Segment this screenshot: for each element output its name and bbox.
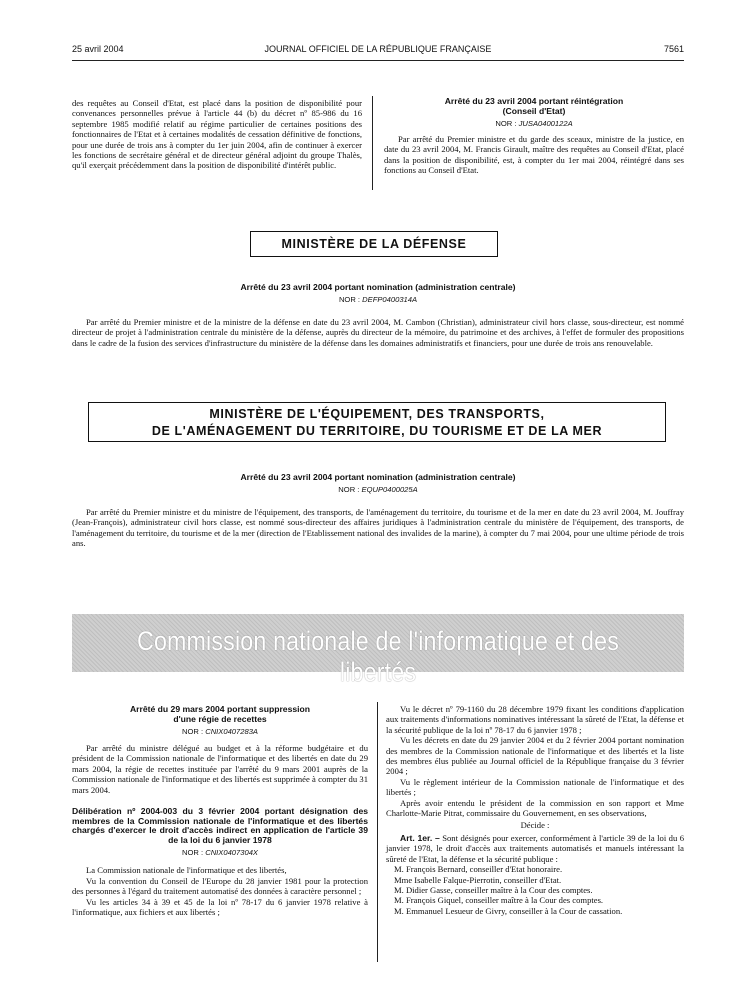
- header-title: JOURNAL OFFICIEL DE LA RÉPUBLIQUE FRANÇAISE: [264, 44, 492, 54]
- nor-code: CNIX0407283A: [205, 727, 258, 736]
- nor-label: NOR :: [181, 848, 204, 858]
- deliberation-paragraph: Vu la convention du Conseil de l'Europe du 28 janvier 1981 pour la protection des personnes à l'égard du traitement automatisé des données à caractère personnel ;: [72, 875, 368, 897]
- ministry-name-line: MINISTÈRE DE L'ÉQUIPEMENT, DES TRANSPORTS,: [209, 407, 545, 421]
- column-divider: [377, 702, 378, 962]
- nor-code: CNIX0407304X: [205, 848, 258, 858]
- nor-code: EQUP0400025A: [361, 485, 418, 494]
- nor-code: JUSA0400122A: [518, 119, 573, 128]
- top-right-column: [384, 96, 684, 176]
- arrete-title-line: (Conseil d'Etat): [502, 106, 566, 116]
- member-list: [386, 864, 684, 916]
- nor-reference: [72, 727, 368, 736]
- top-left-column: [72, 98, 362, 171]
- deliberation-body: [72, 865, 368, 917]
- nor-reference: [72, 848, 368, 857]
- arrete-title: [384, 96, 684, 116]
- deliberation-paragraph: Vu les décrets en date du 29 janvier 2004 et du 2 février 2004 portant nomination des membres de la Commission nationale de l'informatique et des libertés et la liste des membres élus publiée au Journal officiel de la République française du 3 février 2004 ;: [386, 735, 684, 777]
- arrete-text: Par arrêté du ministre délégué au budget et à la réforme budgétaire et du président de la Commission nationale de l'informatique et des libertés en date du 29 mars 2004, la régie de recettes instituée par l'arrêté du 9 mars 2001 auprès de la Commission nationale de l'informatique et des libertés est supprimée à compter du 31 mars 2004.: [72, 743, 368, 795]
- ministry-heading-defense: [250, 231, 498, 257]
- ministry-name-line: DE L'AMÉNAGEMENT DU TERRITOIRE, DU TOURISME ET DE LA MER: [151, 424, 603, 438]
- nor-label: NOR :: [181, 727, 204, 736]
- nor-reference: [72, 295, 684, 304]
- deliberation-paragraph: Vu les articles 34 à 39 et 45 de la loi nº 78-17 du 6 janvier 1978 relative à l'informatique, aux fichiers et aux libertés ;: [72, 896, 368, 918]
- defense-section: [72, 282, 684, 348]
- arrete-title-line: d'une régie de recettes: [173, 714, 267, 724]
- arrete-title-line: Arrêté du 29 mars 2004 portant suppression: [129, 704, 311, 714]
- deliberation-paragraph: Après avoir entendu le président de la commission en son rapport et Mme Charlotte-Marie Pitrat, commissaire du Gouvernement, en ses observations,: [386, 797, 684, 819]
- nor-reference: [384, 119, 684, 128]
- list-item: M. François Bernard, conseiller d'Etat honoraire.: [394, 864, 563, 875]
- arrete-title: Arrêté du 23 avril 2004 portant nomination (administration centrale): [240, 282, 516, 292]
- equipement-section: [72, 472, 684, 549]
- header-date: 25 avril 2004: [72, 44, 124, 54]
- column-divider: [372, 96, 373, 190]
- header-page-number: 7561: [663, 44, 684, 54]
- arrete-title: Arrêté du 23 avril 2004 portant nomination (administration centrale): [240, 472, 516, 482]
- top-left-paragraph: des requêtes au Conseil d'Etat, est placé dans la position de disponibilité pour convenances personnelles prévue à l'article 44 (b) du décret nº 85-986 du 16 septembre 1985 modifié relatif au régime particulier de certaines positions des fonctionnaires de l'Etat et à certaines modalités de cessation définitive de fonctions, pour une durée de trois ans à compter du 1er juin 2004, afin de continuer à exercer les fonctions de secrétaire général et de directeur général adjoint du groupe Thalès, qu'il exerçait précédemment dans la position de disponibilité d'intérêt public.: [72, 98, 362, 171]
- nor-reference: [72, 485, 684, 494]
- article-1: [386, 833, 684, 864]
- deliberation-paragraph: Vu le règlement intérieur de la Commission nationale de l'informatique et des libertés ;: [386, 776, 684, 798]
- nor-label: NOR :: [338, 295, 361, 304]
- list-item: M. Emmanuel Lesueur de Givry, conseiller à la Cour de cassation.: [394, 905, 623, 916]
- cnil-left-column: [72, 704, 368, 917]
- nor-label: NOR :: [338, 485, 360, 494]
- nor-label: NOR :: [495, 119, 517, 128]
- list-item: Mme Isabelle Falque-Pierrotin, conseiller d'Etat.: [394, 874, 562, 885]
- decide-heading: Décide :: [520, 820, 550, 831]
- cnil-banner: [72, 614, 684, 687]
- header-rule: [72, 60, 684, 61]
- ministry-heading-equipement: [88, 402, 666, 442]
- arrete-text: Par arrêté du Premier ministre et du ministre de l'équipement, des transports, de l'aménagement du territoire, du tourisme et de la mer en date du 23 avril 2004, M. Jouffray (Jean-François), administrateur civil hors classe, est nommé sous-directeur des affaires juridiques à l'administration centrale du ministère de l'équipement, des transports, de l'aménagement du territoire, du tourisme et de la mer (direction de l'Etablissement national des invalides de la marine), à compter du 7 mai 2004, pour une ultime période de trois ans.: [72, 507, 684, 549]
- arrete-text: Par arrêté du Premier ministre et du garde des sceaux, ministre de la justice, en date du 23 avril 2004, M. Francis Girault, maître des requêtes au Conseil d'Etat, placé dans la position de disponibilité, est, à compter du 1er mai 2004, réintégré dans ses fonctions au Conseil d'Etat.: [384, 134, 684, 176]
- nor-code: DEFP0400314A: [362, 295, 418, 304]
- deliberation-paragraph: La Commission nationale de l'informatique et des libertés,: [86, 865, 287, 876]
- deliberation-title: Délibération nº 2004-003 du 3 février 2004 portant désignation des membres de la Commission nationale de l'informatique et des libertés chargés d'exercer le droit d'accès indirect en application de l'article 39 de la loi du 6 janvier 1978: [72, 806, 368, 845]
- arrete-text: Par arrêté du Premier ministre et de la ministre de la défense en date du 23 avril 2004, M. Cambon (Christian), administrateur civil hors classe, sous-directeur, est nommé directeur de projet à l'administration centrale du ministère de la défense, auprès du directeur de la mémoire, du patrimoine et des archives, à l'effet de formuler des propositions dans le cadre de la fusion des services d'infrastructure du ministère de la défense dans les domaines administratifs et financiers, pour une durée de trois ans renouvelable.: [72, 317, 684, 348]
- list-item: M. Didier Gasse, conseiller maître à la Cour des comptes.: [394, 884, 593, 895]
- article-text: Sont désignés pour exercer, conformément à l'article 39 de la loi du 6 janvier 1978, le droit d'accès aux traitements automatisés et manuels intéressant la sûreté de l'Etat, la défense et la sécurité publique :: [386, 832, 685, 864]
- arrete-title-line: Arrêté du 23 avril 2004 portant réintégration: [444, 96, 624, 106]
- article-label: Art. 1er. –: [400, 832, 440, 843]
- cnil-banner-title: Commission nationale de l'informatique et des libertés: [136, 626, 619, 687]
- cnil-right-column: [386, 704, 684, 916]
- arrete-title: [72, 704, 368, 724]
- ministry-name: MINISTÈRE DE LA DÉFENSE: [281, 237, 467, 251]
- list-item: M. François Giquel, conseiller maître à la Cour des comptes.: [394, 895, 604, 906]
- running-header: [72, 44, 684, 58]
- deliberation-paragraph: Vu le décret nº 79-1160 du 28 décembre 1979 fixant les conditions d'application aux traitements d'informations nominatives intéressant la sûreté de l'Etat, la défense et la sécurité publique de la loi nº 78-17 du 6 janvier 1978 ;: [386, 704, 684, 735]
